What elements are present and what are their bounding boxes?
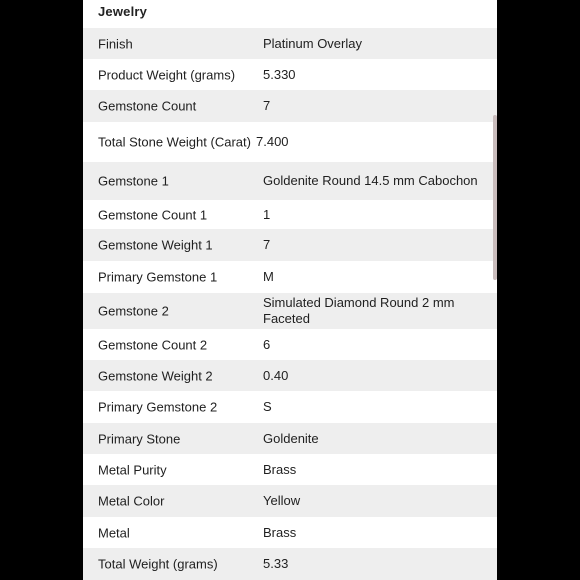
spec-label: Primary Gemstone 1 [98,269,218,285]
spec-row [83,423,497,454]
spec-label: Gemstone Count [98,98,197,114]
spec-row [83,548,497,580]
spec-label: Metal [98,525,130,540]
spec-row [83,454,497,485]
spec-label: Total Weight (grams) [98,556,218,572]
spec-value: 6 [263,336,271,352]
spec-row [83,122,497,162]
section-title: Jewelry [98,4,148,19]
spec-value: Yellow [263,493,301,508]
spec-label: Metal Color [98,493,165,509]
spec-value: Simulated Diamond Round 2 mm Faceted [263,295,455,326]
spec-label: Product Weight (grams) [98,67,236,82]
spec-row [83,391,497,423]
spec-value: 1 [263,206,271,222]
spec-value: 7.400 [256,134,289,149]
spec-label: Gemstone 1 [98,173,169,189]
spec-value: Platinum Overlay [263,35,362,51]
spec-label: Gemstone Weight 2 [98,368,213,383]
spec-row [83,229,497,261]
spec-row [83,360,497,391]
scrollbar-thumb[interactable] [493,115,497,280]
spec-row [83,200,497,229]
spec-value: S [263,399,272,414]
product-specs-panel [83,0,497,580]
spec-label: Gemstone 2 [98,303,169,319]
spec-row [83,517,497,548]
spec-value: M [263,269,274,284]
spec-value: 5.33 [263,556,289,571]
spec-row [83,329,497,360]
spec-label: Primary Stone [98,431,181,446]
spec-label: Finish [98,36,133,51]
spec-value: Goldenite Round 14.5 mm Cabochon [263,173,478,188]
spec-label: Gemstone Count 1 [98,207,208,222]
spec-value: 0.40 [263,367,289,383]
spec-value: Goldenite [263,430,319,446]
spec-row [83,162,497,200]
spec-value: 7 [263,237,271,252]
spec-value: Brass [263,524,297,540]
spec-row [83,293,497,329]
spec-row [83,485,497,517]
spec-label: Total Stone Weight (Carat) [98,134,251,150]
spec-value: 7 [263,98,271,113]
spec-row [83,261,497,293]
spec-value: Brass [263,461,297,477]
spec-row [83,28,497,59]
spec-label: Gemstone Count 2 [98,337,208,352]
spec-value: 5.330 [263,66,296,82]
spec-label: Gemstone Weight 1 [98,237,213,253]
spec-label: Metal Purity [98,462,167,477]
spec-row [83,59,497,90]
spec-row [83,90,497,122]
spec-label: Primary Gemstone 2 [98,399,218,415]
